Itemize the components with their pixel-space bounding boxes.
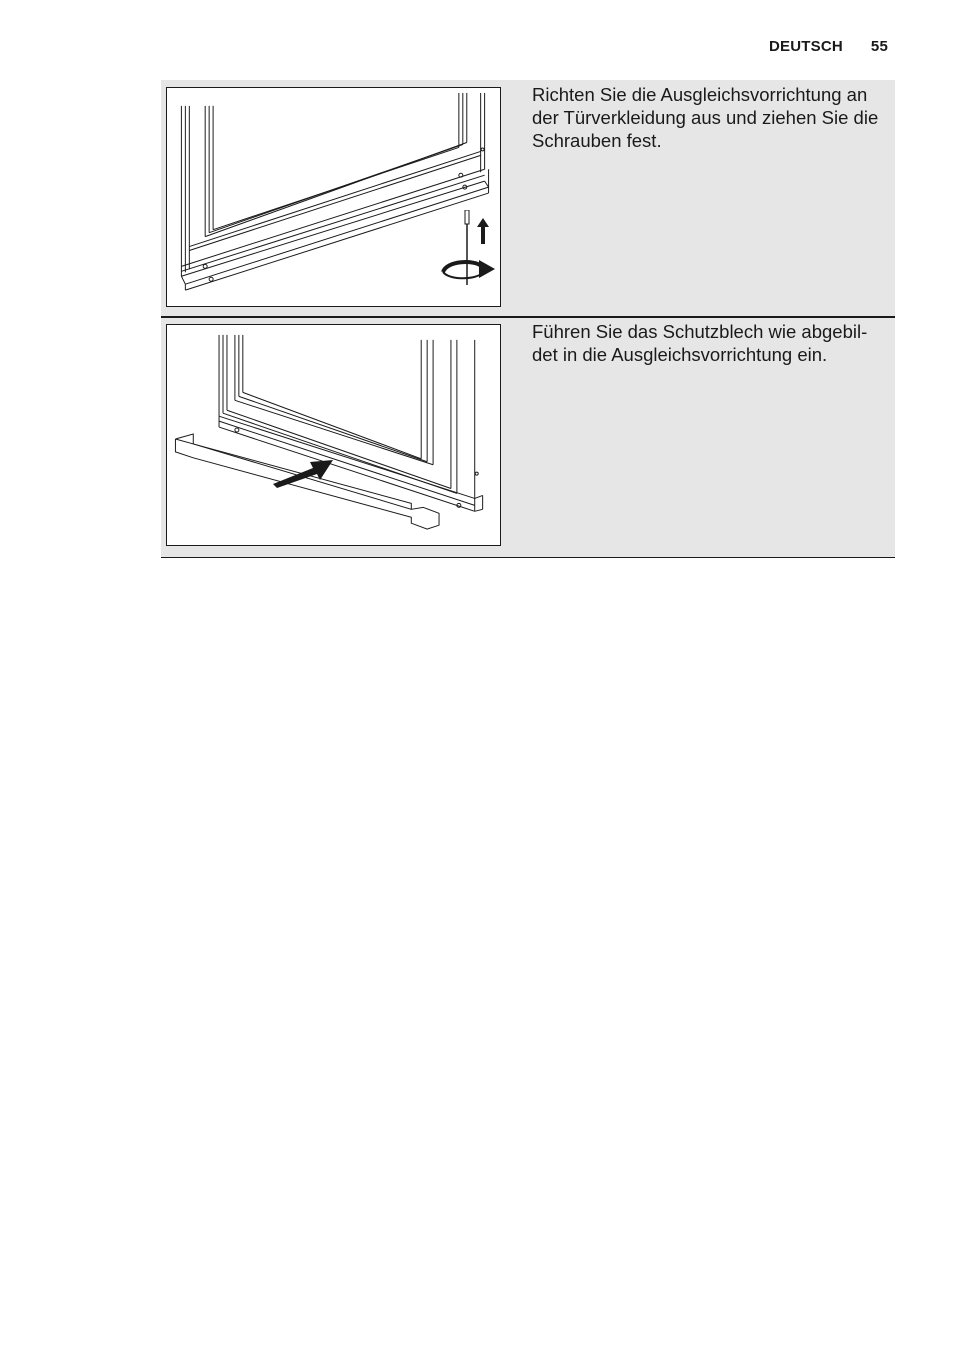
step-2-illustration (166, 324, 501, 546)
insert-arrow-icon (273, 458, 335, 488)
section-title: DEUTSCH (769, 38, 843, 55)
step-2-text: Führen Sie das Schutzblech wie abgebil-det in die Ausgleichsvorrichtung ein. (532, 321, 868, 365)
cover-plate-icon (167, 325, 500, 545)
instruction-step-2 (161, 318, 895, 558)
page-number: 55 (870, 38, 888, 55)
instruction-table (161, 80, 895, 558)
rotate-arrow-icon (439, 258, 497, 282)
arrow-up-icon (477, 218, 489, 244)
instruction-step-1 (161, 80, 895, 318)
page-header (769, 38, 888, 55)
step-1-text: Richten Sie die Ausgleichsvorrichtung an der Türverkleidung aus und ziehen Sie die Schrauben fest. (532, 84, 879, 151)
